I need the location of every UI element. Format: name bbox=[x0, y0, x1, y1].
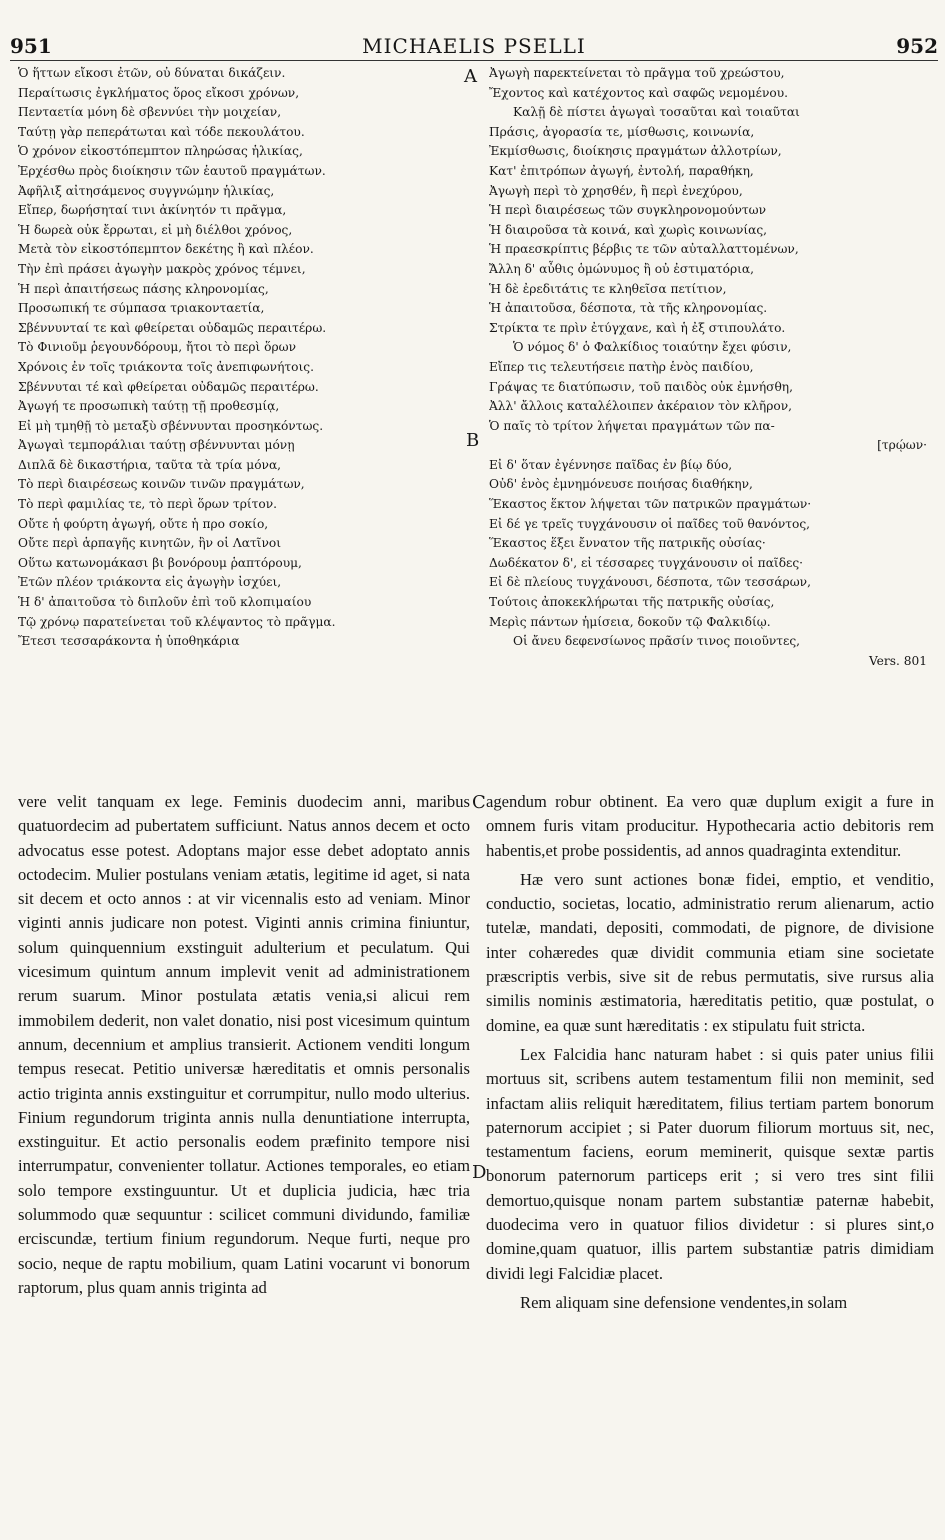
verse-line: Ἔτεσι τεσσαράκοντα ἡ ὑποθηκάρια bbox=[18, 634, 240, 649]
verse-line: Διπλᾶ δὲ δικαστήρια, ταῦτα τὰ τρία μόνα, bbox=[18, 457, 282, 472]
verse-line: Τὸ περὶ φαμιλίας τε, τὸ περὶ ὅρων τρίτον. bbox=[18, 497, 278, 512]
verse-line: Ἡ περὶ διαιρέσεως τῶν συγκληρονομούντων bbox=[489, 203, 767, 218]
verse-line: Ἕκαστος ἕξει ἔννατον τῆς πατρικῆς οὐσίας· bbox=[489, 536, 766, 551]
verse-line: Ἐκμίσθωσις, διοίκησις πραγμάτων ἀλλοτρίων, bbox=[489, 144, 782, 159]
verse-line: Τούτοις ἀποκεκλήρωται τῆς πατρικῆς οὐσίας, bbox=[489, 595, 775, 610]
page-number-right: 952 bbox=[896, 34, 938, 58]
verse-line: Ἡ διαιροῦσα τὰ κοινά, καὶ χωρὶς κοινωνίας, bbox=[489, 222, 768, 237]
verse-line: Πράσις, ἀγορασία τε, μίσθωσις, κοινωνία, bbox=[489, 124, 755, 139]
verse-line: Ἄλλη δ' αὖθις ὁμώνυμος ἢ οὐ ἐστιματόρια, bbox=[489, 261, 755, 276]
verse-line: Τὸ Φινιοῦμ ῥεγουνδόρουμ, ἤτοι τὸ περὶ ὅρων bbox=[18, 340, 296, 355]
verse-line: Ἐρχέσθω πρὸς διοίκησιν τῶν ἑαυτοῦ πραγμάτων. bbox=[18, 163, 326, 178]
verse-line: Πενταετία μόνη δὲ σβεννύει τὴν μοιχείαν, bbox=[18, 105, 282, 120]
verse-line: Οὔτε περὶ ἁρπαγῆς κινητῶν, ἣν οἱ Λατῖνοι bbox=[18, 536, 281, 551]
verse-line: Καλῇ δὲ πίστει ἀγωγαὶ τοσαῦται καὶ τοιαῦται bbox=[513, 105, 800, 120]
section-marker-d: D bbox=[472, 1162, 487, 1183]
section-marker-b: B bbox=[466, 430, 480, 451]
verse-line: Εἰ μὴ τμηθῇ τὸ μεταξὺ σβέννυνται προσηκόντως. bbox=[18, 418, 324, 433]
verse-line: Εἴπερ τις τελευτήσειε πατὴρ ἑνὸς παιδίου, bbox=[489, 359, 754, 374]
latin-paragraph: Lex Falcidia hanc naturam habet : si quis pater unius filii mortuus sit, scribens autem testamentum filii non meminit, sed infactam aliis reliquit hæreditatem, filius tertiam partem bonorum paternorum accipiet ; si Pater duorum filiorum mortuus sit, nec, testamentum faciens, eorum meminerit, quisque sextæ partis bonorum paternorum particeps erit ; si vero tres sint filii demortuo,quisque nonam partem substantiæ paternæ habebit, duodecima vero in quatuor filios dividetur : si plures sint,o domine,quam quatuor, illis partem substantiæ patris dimidiam dividi legi Falcidiæ placet. bbox=[486, 1044, 934, 1283]
verse-line: Στρίκτα τε πρὶν ἐτύγχανε, καὶ ἡ ἐξ στιπουλάτο. bbox=[489, 320, 786, 335]
verse-line: Ὁ παῖς τὸ τρίτον λήψεται πραγμάτων τῶν πα- bbox=[489, 418, 775, 433]
page-header bbox=[10, 34, 938, 60]
verse-line: Εἰ δὲ πλείους τυγχάνουσι, δέσποτα, τῶν τεσσάρων, bbox=[489, 575, 811, 590]
verse-line: Ἀγωγαὶ τεμποράλιαι ταύτῃ σβέννυνται μόνῃ bbox=[18, 438, 295, 453]
verse-line: Ἀφῆλιξ αἰτησάμενος συγγνώμην ἡλικίας, bbox=[18, 183, 275, 198]
greek-verse-right-column bbox=[489, 64, 935, 671]
verse-line: Οὐδ' ἑνὸς ἐμνημόνευσε ποιήσας διαθήκην, bbox=[489, 477, 753, 492]
verse-line: Σβέννυται τέ καὶ φθείρεται οὐδαμῶς περαιτέρω. bbox=[18, 379, 319, 394]
verse-line-continuation: [τρῴων· bbox=[877, 438, 927, 453]
verse-line: Ὁ ἥττων εἴκοσι ἐτῶν, οὐ δύναται δικάζειν. bbox=[18, 66, 286, 80]
verse-line: Ἡ ἀπαιτοῦσα, δέσποτα, τὰ τῆς κληρονομίας. bbox=[489, 301, 768, 316]
verse-line: Δωδέκατον δ', εἰ τέσσαρες τυγχάνουσιν οἱ παῖδες· bbox=[489, 555, 804, 570]
verse-number: Vers. 801 bbox=[869, 653, 927, 668]
verse-line: Ἐτῶν πλέον τριάκοντα εἰς ἀγωγὴν ἰσχύει, bbox=[18, 575, 282, 590]
verse-line: Ἡ δ' ἀπαιτοῦσα τὸ διπλοῦν ἐπὶ τοῦ κλοπιμαίου bbox=[18, 595, 312, 610]
verse-line: Τὴν ἐπὶ πράσει ἀγωγὴν μακρὸς χρόνος τέμνει, bbox=[18, 261, 306, 276]
verse-line: Ἀγωγὴ παρεκτείνεται τὸ πρᾶγμα τοῦ χρεώστου, bbox=[489, 66, 785, 80]
verse-line: Ὁ χρόνον εἰκοστόπεμπτον πληρώσας ἡλικίας, bbox=[18, 144, 303, 159]
latin-paragraph: vere velit tanquam ex lege. Feminis duodecim anni, maribus quatuordecim ad pubertatem sufficiunt. Natus annos decem et octo advocatus esse potest. Adoptans major esse debet adoptato annis octodecim. Mulier postulans veniam ætatis, legitime id aget, si nata sit decem et octo annos : at vir vicennalis esto ad veniam. Minor viginti annis judicare non potest. Viginti annis crimina finiuntur, solum quinquennium exstinguit adulterium et peculatum. Qui vicesimum quintum annum implevit venit ad administrationem rerum suarum. Minor postulata ætatis venia,si alicui rem immobilem dederit, non valet donatio, nisi post vicesimum quintum annum, decennium et amplius transierit. Actionem venditi longum tempus resecat. Petitio universæ hæreditatis et omnis personalis actio triginta annis exstinguitur et corrumpitur, nullo modo ulterius. Finium regundorum triginta annis nulla denuntiatione interrupta, exstinguitur. Et actio personalis eodem præfinito tempore nisi interrumpatur, convenienter tollatur. Actiones temporales, eo etiam solo tempore exstinguuntur. Ut et duplicia judicia, hæc tria solummodo quæ sequuntur : scilicet communi dividundo, familiæ erciscundæ, tertium finium regundorum. Neque furti, neque pro socio, neque de raptu mobilium, quam Latini vocarunt vi bonorum raptorum, plus quam annis triginta ad bbox=[18, 792, 470, 1297]
verse-line: Ἡ δωρεὰ οὐκ ἔρρωται, εἰ μὴ διέλθοι χρόνος, bbox=[18, 222, 293, 237]
header-rule bbox=[10, 60, 938, 61]
latin-paragraph: Rem aliquam sine defensione vendentes,in solam bbox=[520, 1292, 848, 1312]
verse-line: Εἰ δ' ὅταν ἐγέννησε παῖδας ἐν βίῳ δύο, bbox=[489, 457, 733, 472]
greek-verse-left-column bbox=[18, 64, 458, 652]
verse-line: Ἔχοντος καὶ κατέχοντος καὶ σαφῶς νεμομένου. bbox=[489, 85, 788, 100]
verse-line: Ἀγωγὴ περὶ τὸ χρησθέν, ἢ περὶ ἐνεχύρου, bbox=[489, 183, 743, 198]
verse-line: Εἴπερ, δωρήσηταί τινι ἀκίνητόν τι πρᾶγμα, bbox=[18, 203, 287, 218]
verse-line: Ταύτῃ γὰρ πεπεράτωται καὶ τόδε πεκουλάτου. bbox=[18, 124, 305, 139]
verse-line: Περαίτωσις ἐγκλήματος ὅρος εἴκοσι χρόνων, bbox=[18, 85, 300, 100]
verse-line: Ἡ δὲ ἐρεδιτάτις τε κληθεῖσα πετίτιον, bbox=[489, 281, 727, 296]
latin-paragraph: agendum robur obtinent. Ea vero quæ duplum exigit a fure in omnem furis vitam producitur. Hypothecaria actio debitoris rem habentis,et probe possidentis, ad annos quadraginta extenditur. bbox=[486, 792, 934, 860]
verse-line: Εἰ δέ γε τρεῖς τυγχάνουσιν οἱ παῖδες τοῦ θανόντος, bbox=[489, 516, 811, 531]
verse-line: Κατ' ἐπιτρόπων ἀγωγή, ἐντολή, παραθήκη, bbox=[489, 163, 754, 178]
verse-line: Οὕτω κατωνομάκασι βι βονόρουμ ῥαπτόρουμ, bbox=[18, 555, 302, 570]
latin-translation-right-column bbox=[486, 790, 934, 1315]
verse-line: Τὸ περὶ διαιρέσεως κοινῶν τινῶν πραγμάτων, bbox=[18, 477, 305, 492]
verse-line: Οὔτε ἡ φούρτη ἀγωγή, οὔτε ἡ προ σοκίο, bbox=[18, 516, 269, 531]
verse-line: Ἕκαστος ἕκτον λήψεται τῶν πατρικῶν πραγμάτων· bbox=[489, 497, 812, 512]
verse-line: Γράψας τε διατύπωσιν, τοῦ παιδὸς οὐκ ἐμνήσθη, bbox=[489, 379, 793, 394]
verse-line: Οἱ ἄνευ δεφενσίωνος πρᾶσίν τινος ποιοῦντες, bbox=[513, 634, 801, 649]
verse-line: Μερὶς πάντων ἡμίσεια, δοκοῦν τῷ Φαλκιδίῳ. bbox=[489, 614, 771, 629]
verse-line: Χρόνοις ἐν τοῖς τριάκοντα τοῖς ἀνεπιφωνήτοις. bbox=[18, 359, 314, 374]
verse-line: Ἀλλ' ἄλλοις καταλέλοιπεν ἀκέραιον τὸν κλῆρον, bbox=[489, 399, 793, 414]
verse-line: Μετὰ τὸν εἰκοστόπεμπτον δεκέτης ἢ καὶ πλέον. bbox=[18, 242, 314, 257]
page-number-left: 951 bbox=[10, 34, 52, 58]
verse-line: Ἡ περὶ ἀπαιτήσεως πάσης κληρονομίας, bbox=[18, 281, 269, 296]
verse-line: Τῷ χρόνῳ παρατείνεται τοῦ κλέψαντος τὸ πρᾶγμα. bbox=[18, 614, 336, 629]
verse-line: Ὁ νόμος δ' ὁ Φαλκίδιος τοιαύτην ἔχει φύσιν, bbox=[513, 340, 792, 355]
latin-translation-left-column bbox=[18, 790, 470, 1300]
section-marker-c: C bbox=[472, 792, 486, 813]
section-marker-a: A bbox=[464, 66, 477, 87]
verse-line: Προσωπική τε σύμπασα τριακονταετία, bbox=[18, 301, 265, 316]
verse-line: Ἡ πραεσκρίπτις βέρβις τε τῶν αὐταλλαττομένων, bbox=[489, 242, 799, 257]
running-title: MICHAELIS PSELLI bbox=[362, 34, 586, 58]
verse-line: Ἀγωγή τε προσωπικὴ ταύτῃ τῇ προθεσμίᾳ, bbox=[18, 399, 280, 414]
latin-paragraph: Hæ vero sunt actiones bonæ fidei, emptio, et venditio, conductio, societas, locatio, administratio rerum alienarum, actio tutelæ, mandati, depositi, commodati, de pignore, de divisione inter cohæredes quæ dividit communia etiam sine societate præscriptis verbis, sive sit de rebus permutatis, sive rursus alia similis nominis æstimatoria, hæreditatis petitio, quæ postulat, o domine, ea quæ sunt hæreditatis : ex stipulatu fuit stricta. bbox=[486, 869, 934, 1035]
verse-line: Σβέννυνταί τε καὶ φθείρεται οὐδαμῶς περαιτέρω. bbox=[18, 320, 327, 335]
